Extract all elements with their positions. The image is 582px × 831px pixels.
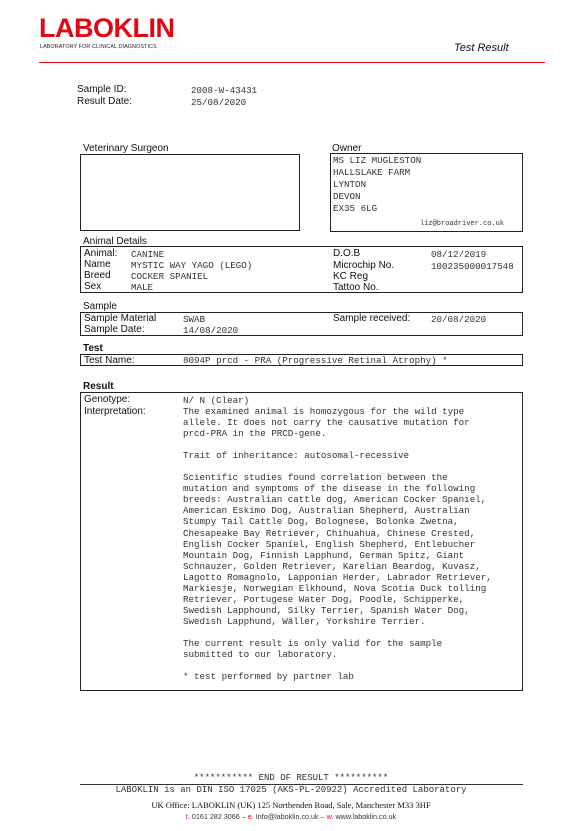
web-prefix: w. bbox=[326, 812, 334, 821]
name-label: Name bbox=[84, 259, 111, 270]
sample-date-label: Sample Date: bbox=[84, 324, 145, 335]
website-link[interactable]: www.laboklin.co.uk bbox=[335, 812, 397, 821]
animal-value: CANINE bbox=[131, 249, 165, 260]
document-title: Test Result bbox=[454, 42, 509, 54]
name-value: MYSTIC WAY YAGO (LEGO) bbox=[131, 260, 253, 271]
tattoo-label: Tattoo No. bbox=[333, 282, 379, 293]
result-date-label: Result Date: bbox=[77, 96, 133, 107]
owner-address-line: HALLSLAKE FARM bbox=[333, 167, 411, 179]
tel-prefix: t. bbox=[185, 812, 190, 821]
sample-heading: Sample bbox=[83, 301, 117, 312]
interpretation-label: Interpretation: bbox=[84, 406, 146, 417]
genotype-label: Genotype: bbox=[84, 394, 131, 405]
owner-email: liz@broadriver.co.uk bbox=[420, 220, 505, 228]
breed-label: Breed bbox=[84, 270, 111, 281]
sample-received-value: 20/08/2020 bbox=[431, 314, 487, 325]
vet-label: Veterinary Surgeon bbox=[83, 143, 169, 154]
owner-address-line: LYNTON bbox=[333, 179, 367, 191]
test-heading: Test bbox=[83, 343, 103, 354]
dob-label: D.O.B bbox=[333, 248, 361, 259]
email-prefix: e. bbox=[247, 812, 254, 821]
owner-label: Owner bbox=[332, 143, 362, 154]
owner-name: MS LIZ MUGLESTON bbox=[333, 155, 422, 166]
separator: – bbox=[320, 812, 325, 821]
telephone: 0161 282 3066 bbox=[191, 812, 240, 821]
breed-value: COCKER SPANIEL bbox=[131, 271, 209, 282]
sample-id-value: 2008-W-43431 bbox=[191, 85, 258, 96]
sample-received-label: Sample received: bbox=[333, 313, 411, 324]
contact-line bbox=[0, 812, 582, 821]
owner-address-line: DEVON bbox=[333, 191, 361, 203]
vet-box bbox=[80, 154, 300, 231]
office-address: UK Office: LABOKLIN (UK) 125 Northenden Road, Sale, Manchester M33 3HF bbox=[151, 800, 431, 810]
laboklin-logo: LABOKLIN bbox=[39, 13, 175, 43]
animal-details-heading: Animal Details bbox=[83, 236, 147, 247]
sex-value: MALE bbox=[131, 282, 154, 293]
test-name-label: Test Name: bbox=[84, 355, 135, 366]
sample-material-label: Sample Material bbox=[84, 313, 157, 324]
animal-label: Animal: bbox=[84, 248, 118, 259]
owner-postcode: EX35 6LG bbox=[333, 203, 378, 215]
accreditation-line: LABOKLIN is an DIN ISO 17025 (AKS-PL-20922) Accredited Laboratory bbox=[115, 785, 467, 795]
microchip-label: Microchip No. bbox=[333, 260, 395, 271]
microchip-value: 100235000017548 bbox=[431, 261, 514, 272]
result-heading: Result bbox=[83, 381, 114, 392]
sample-material-value: SWAB bbox=[183, 314, 206, 325]
sample-date-value: 14/08/2020 bbox=[183, 325, 239, 336]
logo-subtitle: LABORATORY FOR CLINICAL DIAGNOSTICS bbox=[40, 44, 157, 50]
header-divider bbox=[39, 62, 545, 63]
sample-id-label: Sample ID: bbox=[77, 84, 127, 95]
test-name-value: 8094P prcd - PRA (Progressive Retinal Atrophy) * bbox=[183, 355, 448, 366]
kc-reg-label: KC Reg bbox=[333, 271, 369, 282]
interpretation-text: The examined animal is homozygous for the wild type allele. It does not carry the causative mutation for prcd-PRA in the PRCD-gene. Trait of inheritance: autosomal-recessive Scientific studies found correlation between the mutation and symptoms of the disease in the following breeds: Australian cattle dog, American Cocker Spaniel, American Eskimo Dog, Australian Shepherd, Australian Stumpy Tail Cattle Dog, Bolognese, Bolonka Zwetna, Chesapeake Bay Retriever, Chihuahua, Chinese Crested, English Cocker Spaniel, English Shepherd, Entlebucher Mountain Dog, Finnish Lapphund, German Spitz, Giant Schnauzer, Golden Retriever, Karelian Beardog, Kuvasz, Lagotto Romagnolo, Lapponian Herder, Labrador Retriever, Markiesje, Norwegian Elkhound, Nova Scotia Duck tolling Retriever, Portugese Water Dog, Poodle, Schipperke, Swedish Lapphound, Silky Terrier, Spanish Water Dog, Swedish Lapphund, Wäller, Yorkshire Terrier. The current result is only valid for the sample submitted to our laboratory. * test performed by partner lab bbox=[183, 406, 492, 683]
email-link[interactable]: Info@laboklin.co.uk bbox=[255, 812, 319, 821]
owner-address bbox=[333, 155, 421, 215]
separator: – bbox=[241, 812, 246, 821]
dob-value: 08/12/2019 bbox=[431, 249, 487, 260]
sex-label: Sex bbox=[84, 281, 102, 292]
end-of-result: *********** END OF RESULT ********** bbox=[193, 773, 389, 783]
genotype-value: N/ N (Clear) bbox=[183, 395, 250, 406]
result-date-value: 25/08/2020 bbox=[191, 97, 247, 108]
